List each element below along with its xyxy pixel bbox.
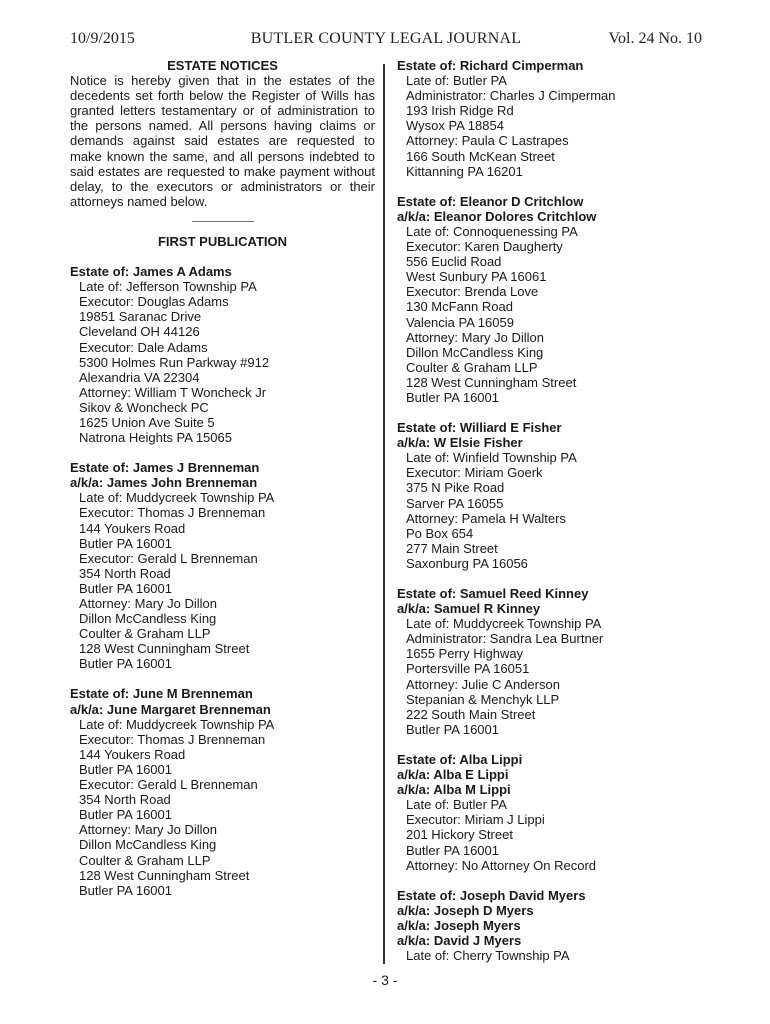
estate-detail-line: Administrator: Sandra Lea Burtner: [406, 631, 604, 647]
section-title: ESTATE NOTICES: [167, 58, 278, 73]
estate-detail-line: 144 Youkers Road: [79, 746, 186, 762]
page-number: - 3 -: [372, 972, 398, 988]
estate-detail-line: Late of: Muddycreek Township PA: [406, 616, 602, 632]
estate-aka: a/k/a: David J Myers: [397, 932, 522, 948]
estate-detail-line: Natrona Heights PA 15065: [79, 430, 232, 446]
estate-entry: [397, 752, 697, 873]
estate-detail-line: 5300 Holmes Run Parkway #912: [79, 354, 270, 370]
publication-heading: FIRST PUBLICATION: [157, 233, 288, 249]
estate-detail-line: Valencia PA 16059: [406, 314, 514, 330]
estate-aka: a/k/a: W Elsie Fisher: [397, 435, 523, 451]
separator-rule: [192, 221, 254, 222]
estate-entry: [70, 460, 375, 671]
estate-detail-line: Sikov & Woncheck PC: [79, 399, 209, 415]
estate-detail-line: Cleveland OH 44126: [79, 324, 200, 340]
estate-entry: [70, 686, 375, 897]
estate-aka: a/k/a: Joseph D Myers: [397, 902, 534, 918]
estate-detail-line: Butler PA 16001: [406, 842, 499, 858]
estate-detail-line: Executor: Thomas J Brenneman: [79, 505, 266, 521]
estate-detail-line: Dillon McCandless King: [79, 837, 217, 853]
estate-detail-line: Attorney: Paula C Lastrapes: [406, 133, 569, 149]
estate-detail-line: 130 McFann Road: [406, 299, 513, 315]
estate-detail-line: Butler PA 16001: [79, 580, 172, 596]
estate-detail-line: Executor: Gerald L Brenneman: [79, 777, 258, 793]
estate-detail-line: Butler PA 16001: [79, 656, 172, 672]
estate-name: Estate of: Samuel Reed Kinney: [397, 586, 589, 601]
estate-name: Estate of: Richard Cimperman: [397, 58, 584, 73]
estate-detail-line: 354 North Road: [79, 792, 171, 808]
estate-name: Estate of: Eleanor D Critchlow: [397, 193, 584, 209]
estate-detail-line: Attorney: Julie C Anderson: [406, 676, 560, 692]
estate-name: Estate of: James A Adams: [70, 264, 232, 280]
estate-detail-line: Executor: Miriam J Lippi: [406, 812, 545, 828]
estate-entry: [397, 58, 697, 179]
volume-number: Vol. 24 No. 10: [608, 30, 702, 47]
estate-detail-line: Late of: Butler PA: [406, 797, 507, 813]
estate-aka: a/k/a: Samuel R Kinney: [397, 601, 541, 617]
estate-aka: a/k/a: James John Brenneman: [70, 475, 258, 491]
estate-detail-line: Executor: Miriam Goerk: [406, 465, 543, 481]
estate-detail-line: 128 West Cunningham Street: [79, 641, 250, 657]
estate-detail-line: 19851 Saranac Drive: [79, 309, 202, 325]
left-estate-list: [70, 264, 375, 898]
estate-detail-line: Executor: Douglas Adams: [79, 294, 229, 310]
estate-detail-line: Sarver PA 16055: [406, 495, 504, 511]
estate-detail-line: Alexandria VA 22304: [79, 369, 200, 385]
estate-detail-line: Po Box 654: [406, 525, 474, 541]
estate-name: Estate of: June M Brenneman: [70, 686, 253, 702]
estate-detail-line: Attorney: Mary Jo Dillon: [406, 329, 544, 345]
estate-name: Estate of: Williard E Fisher: [397, 420, 562, 436]
estate-name: Estate of: James J Brenneman: [70, 460, 260, 476]
estate-detail-line: Butler PA 16001: [79, 807, 172, 823]
estate-detail-line: Late of: Butler PA: [406, 73, 507, 89]
estate-entry: [397, 194, 697, 405]
estate-name: Estate of: Joseph David Myers: [397, 887, 586, 903]
estate-detail-line: Late of: Winfield Township PA: [406, 450, 577, 466]
estate-aka: a/k/a: Alba M Lippi: [397, 782, 511, 798]
estate-detail-line: Portersville PA 16051: [406, 661, 530, 677]
estate-detail-line: Executor: Karen Daugherty: [406, 239, 563, 255]
estate-detail-line: Executor: Thomas J Brenneman: [79, 731, 266, 747]
estate-aka: a/k/a: Eleanor Dolores Critchlow: [397, 208, 597, 224]
estate-detail-line: Attorney: No Attorney On Record: [406, 857, 597, 873]
estate-detail-line: 193 Irish Ridge Rd: [406, 103, 514, 119]
notice-paragraph: Notice is hereby given that in the estates of the decedents set forth below the Register of Wills has granted letters testamentary or of administration to the persons named. All persons having claims or demands against said estates are requested to make known the same, and all persons indebted to said estates are requested to make payment without delay, to the executors or administrators or their attorneys named below.: [70, 73, 375, 209]
page-header: [70, 30, 702, 50]
estate-detail-line: West Sunbury PA 16061: [406, 269, 547, 285]
estate-entry: [397, 420, 697, 571]
estate-detail-line: Late of: Jefferson Township PA: [79, 279, 257, 295]
estate-detail-line: Wysox PA 18854: [406, 118, 504, 134]
estate-detail-line: Late of: Cherry Township PA: [406, 948, 570, 964]
estate-detail-line: 277 Main Street: [406, 540, 498, 556]
estate-detail-line: Attorney: William T Woncheck Jr: [79, 384, 267, 400]
estate-aka: a/k/a: June Margaret Brenneman: [70, 701, 271, 717]
estate-detail-line: Executor: Gerald L Brenneman: [79, 550, 258, 566]
estate-detail-line: Late of: Muddycreek Township PA: [79, 490, 275, 506]
estate-detail-line: Kittanning PA 16201: [406, 163, 523, 179]
estate-detail-line: 144 Youkers Road: [79, 520, 186, 536]
estate-detail-line: 354 North Road: [79, 565, 171, 581]
estate-aka: a/k/a: Joseph Myers: [397, 917, 521, 933]
estate-detail-line: 128 West Cunningham Street: [406, 374, 577, 390]
estate-detail-line: Late of: Connoquenessing PA: [406, 223, 578, 239]
estate-detail-line: Executor: Dale Adams: [79, 339, 208, 355]
estate-detail-line: Stepanian & Menchyk LLP: [406, 691, 560, 707]
estate-detail-line: Saxonburg PA 16056: [406, 555, 528, 571]
estate-detail-line: 1655 Perry Highway: [406, 646, 524, 662]
column-divider: [383, 64, 385, 964]
estate-detail-line: Coulter & Graham LLP: [79, 626, 211, 642]
estate-detail-line: Butler PA 16001: [79, 761, 172, 777]
estate-detail-line: Attorney: Mary Jo Dillon: [79, 596, 217, 611]
estate-detail-line: 128 West Cunningham Street: [79, 867, 250, 883]
estate-detail-line: Butler PA 16001: [79, 535, 172, 551]
estate-detail-line: Butler PA 16001: [406, 389, 499, 405]
right-column: [397, 58, 697, 978]
left-column: [70, 58, 375, 913]
right-estate-list: [397, 58, 697, 963]
estate-name: Estate of: Alba Lippi: [397, 751, 523, 767]
estate-detail-line: Butler PA 16001: [79, 882, 172, 898]
estate-detail-line: Executor: Brenda Love: [406, 284, 539, 300]
journal-title: BUTLER COUNTY LEGAL JOURNAL: [250, 30, 522, 47]
estate-detail-line: 222 South Main Street: [406, 706, 536, 722]
estate-entry: [397, 888, 697, 963]
estate-aka: a/k/a: Alba E Lippi: [397, 767, 509, 783]
estate-detail-line: Coulter & Graham LLP: [406, 359, 538, 375]
estate-detail-line: Coulter & Graham LLP: [79, 852, 211, 868]
estate-detail-line: 1625 Union Ave Suite 5: [79, 414, 215, 430]
estate-detail-line: Attorney: Mary Jo Dillon: [79, 822, 217, 838]
estate-detail-line: 201 Hickory Street: [406, 827, 513, 843]
estate-detail-line: Dillon McCandless King: [406, 344, 544, 360]
estate-detail-line: Administrator: Charles J Cimperman: [406, 88, 616, 104]
estate-detail-line: Late of: Muddycreek Township PA: [79, 716, 275, 732]
estate-detail-line: 556 Euclid Road: [406, 254, 502, 270]
issue-date: 10/9/2015: [70, 30, 135, 47]
estate-entry: [397, 586, 697, 737]
estate-detail-line: Attorney: Pamela H Walters: [406, 510, 566, 526]
estate-detail-line: 166 South McKean Street: [406, 148, 555, 164]
estate-detail-line: 375 N Pike Road: [406, 480, 505, 496]
estate-detail-line: Dillon McCandless King: [79, 611, 217, 627]
estate-detail-line: Butler PA 16001: [406, 721, 499, 737]
estate-entry: [70, 264, 375, 445]
